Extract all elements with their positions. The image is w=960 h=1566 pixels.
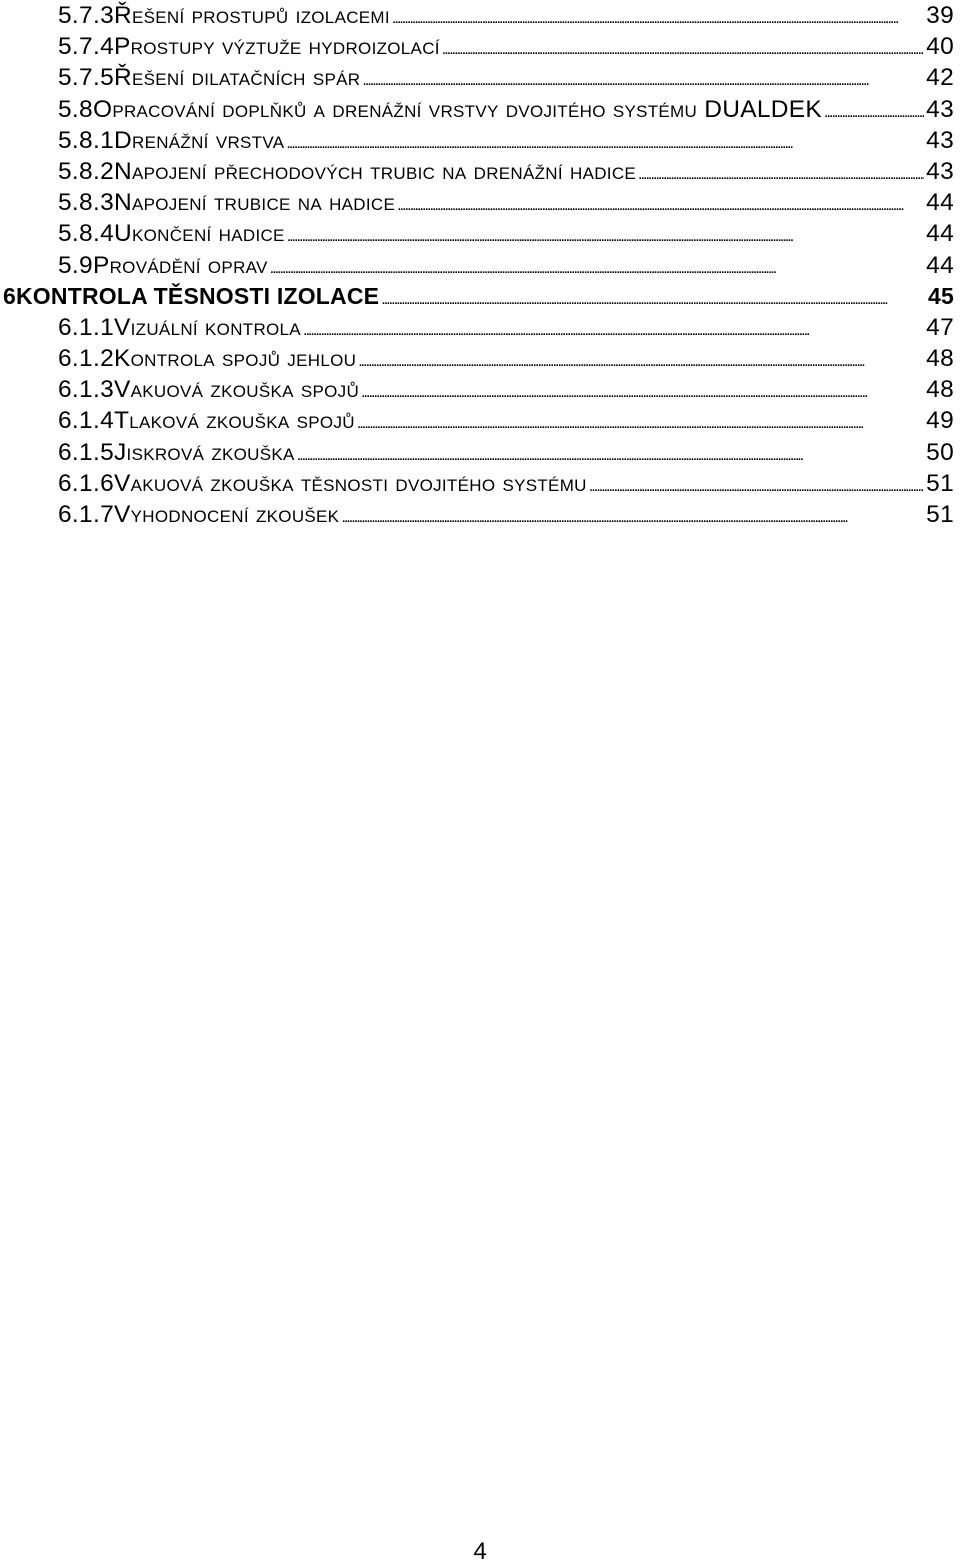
toc-dot-leader — [358, 343, 924, 374]
toc-entry-5-9[interactable] — [58, 250, 954, 281]
toc-entry-6[interactable] — [3, 281, 954, 312]
toc-dot-leader — [397, 187, 924, 218]
toc-entry-5-7-3[interactable] — [58, 0, 954, 31]
toc-dot-leader — [589, 468, 924, 499]
toc-entry-page: 44 — [926, 251, 954, 279]
toc-entry-page: 43 — [926, 95, 954, 123]
toc-entry-page: 45 — [928, 282, 954, 309]
toc-entry-5-8-3[interactable] — [58, 187, 954, 218]
toc-entry-6-1-5[interactable] — [58, 437, 954, 468]
page-number: 4 — [473, 1538, 487, 1565]
toc-entry-page: 39 — [926, 2, 954, 29]
toc-dot-leader — [286, 125, 924, 156]
toc-entry-title: Napojení trubice na hadice — [114, 189, 396, 217]
toc-entry-6-1-6[interactable] — [58, 468, 954, 499]
toc-entry-title-product: DUALDEK — [697, 95, 823, 123]
toc-entry-number: 6.1.5 — [58, 438, 114, 466]
toc-entry-page: 40 — [926, 33, 954, 61]
toc-entry-5-7-4[interactable] — [58, 31, 954, 62]
toc-entry-title: Jiskrová zkouška — [114, 438, 295, 466]
toc-entry-page: 43 — [926, 126, 954, 154]
toc-entry-title: KONTROLA TĚSNOSTI IZOLACE — [16, 282, 380, 309]
toc-entry-title: Drenážní vrstva — [114, 126, 285, 154]
toc-entry-page: 51 — [926, 501, 954, 528]
toc-entry-6-1-7[interactable] — [58, 499, 954, 530]
toc-entry-5-8-4[interactable] — [58, 218, 954, 249]
toc-entry-page: 50 — [926, 438, 954, 466]
toc-entry-number: 5.7.5 — [58, 64, 114, 92]
toc-entry-number: 6 — [3, 282, 16, 309]
toc-entry-number: 5.8.2 — [58, 157, 114, 185]
toc-entry-number: 6.1.3 — [58, 376, 114, 404]
toc-entry-page: 44 — [926, 189, 954, 217]
toc-entry-number: 5.9 — [58, 251, 93, 279]
toc-dot-leader — [303, 312, 924, 343]
toc-entry-6-1-3[interactable] — [58, 374, 954, 405]
toc-entry-page: 51 — [926, 469, 954, 497]
toc-entry-number: 5.8.4 — [58, 220, 114, 248]
table-of-contents — [3, 0, 954, 530]
toc-entry-6-1-2[interactable] — [58, 343, 954, 374]
toc-dot-leader — [297, 437, 924, 468]
toc-dot-leader — [270, 250, 924, 281]
toc-dot-leader — [381, 281, 926, 312]
toc-dot-leader — [392, 0, 924, 31]
toc-entry-title: Ukončení hadice — [114, 220, 285, 248]
toc-entry-5-8-2[interactable] — [58, 156, 954, 187]
toc-entry-number: 6.1.1 — [58, 313, 114, 341]
toc-entry-title: Řešení dilatačních spár — [114, 64, 361, 92]
toc-entry-title: Provádění oprav — [92, 251, 268, 279]
toc-entry-title — [93, 94, 822, 125]
toc-entry-5-8-1[interactable] — [58, 125, 954, 156]
toc-entry-number: 5.8.1 — [58, 126, 114, 154]
toc-dot-leader — [287, 218, 924, 249]
toc-entry-6-1-4[interactable] — [58, 405, 954, 436]
toc-entry-number: 5.7.4 — [58, 33, 114, 61]
toc-entry-number: 5.8.3 — [58, 189, 114, 217]
toc-entry-page: 44 — [926, 220, 954, 248]
toc-entry-title: Vakuová zkouška spojů — [114, 376, 360, 404]
toc-entry-page: 43 — [926, 157, 954, 185]
toc-dot-leader — [824, 94, 924, 125]
toc-entry-title: Vakuová zkouška těsnosti dvojitého systému — [114, 469, 587, 497]
toc-entry-page: 49 — [926, 407, 954, 435]
toc-entry-page: 48 — [926, 345, 954, 373]
toc-entry-number: 6.1.2 — [58, 345, 114, 373]
toc-entry-number: 5.8 — [58, 95, 93, 123]
toc-entry-title: Napojení přechodových trubic na drenážní hadice — [114, 157, 637, 185]
toc-dot-leader — [361, 374, 924, 405]
toc-entry-page: 47 — [926, 313, 954, 341]
toc-entry-title: Vyhodnocení zkoušek — [114, 501, 340, 528]
toc-entry-title: Kontrola spojů jehlou — [114, 345, 357, 373]
toc-entry-title-text: Opracování doplňků a drenážní vrstvy dvojitého systému — [92, 95, 698, 123]
toc-dot-leader — [362, 62, 924, 93]
toc-entry-number: 5.7.3 — [58, 2, 114, 29]
toc-entry-5-8[interactable] — [58, 94, 954, 125]
toc-dot-leader — [341, 499, 924, 530]
toc-entry-number: 6.1.6 — [58, 469, 114, 497]
toc-entry-page: 42 — [926, 64, 954, 92]
toc-entry-page: 48 — [926, 376, 954, 404]
toc-entry-title: Vizuální kontrola — [114, 313, 301, 341]
toc-entry-title: Řešení prostupů izolacemi — [114, 2, 390, 29]
toc-entry-title: Prostupy výztuže hydroizolací — [114, 33, 440, 61]
toc-dot-leader — [442, 31, 924, 62]
toc-entry-5-7-5[interactable] — [58, 62, 954, 93]
toc-entry-number: 6.1.4 — [58, 407, 114, 435]
toc-entry-title: Tlaková zkouška spojů — [114, 407, 355, 435]
toc-entry-number: 6.1.7 — [58, 501, 114, 528]
toc-dot-leader — [357, 405, 924, 436]
toc-dot-leader — [638, 156, 924, 187]
toc-entry-6-1-1[interactable] — [58, 312, 954, 343]
